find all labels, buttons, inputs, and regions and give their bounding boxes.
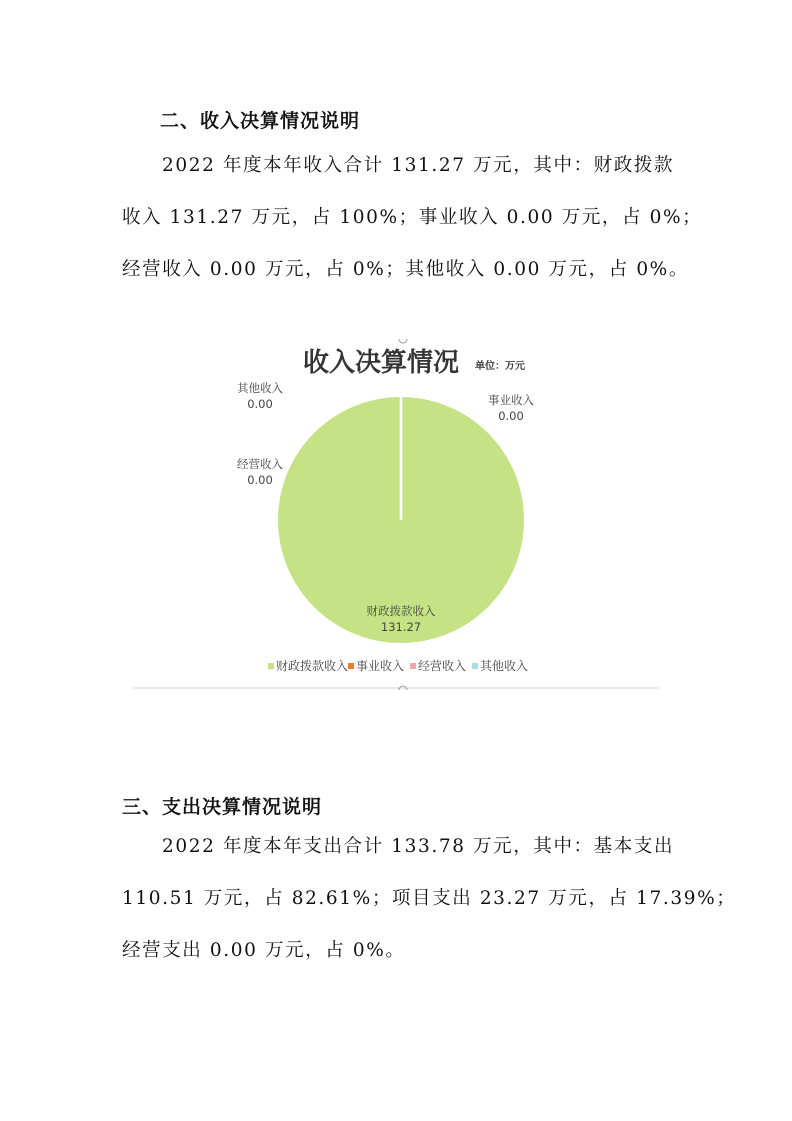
data-label-name: 事业收入 — [488, 393, 534, 407]
data-label-value: 0.00 — [498, 409, 524, 423]
chart-unit-label: 单位：万元 — [475, 361, 525, 372]
chart-canvas — [133, 330, 659, 690]
paragraph-line: 110.51 万元，占 82.61%；项目支出 23.27 万元，占 17.39%； — [122, 888, 737, 909]
data-label-name: 其他收入 — [237, 381, 283, 395]
income-pie-chart — [133, 330, 659, 690]
chart-title: 收入决算情况 — [303, 348, 460, 378]
section-2-heading: 二、收入决算情况说明 — [160, 110, 361, 132]
paragraph-line: 收入 131.27 万元，占 100%；事业收入 0.00 万元，占 0%； — [122, 207, 703, 228]
data-label-value: 131.27 — [380, 620, 422, 634]
paragraph-line: 经营收入 0.00 万元，占 0%；其他收入 0.00 万元，占 0%。 — [122, 259, 689, 280]
legend-label: 其他收入 — [480, 659, 529, 673]
legend-label: 经营收入 — [418, 659, 467, 673]
paragraph-line: 2022 年度本年支出合计 133.78 万元，其中：基本支出 — [162, 836, 675, 857]
legend-swatch — [410, 663, 416, 669]
legend-swatch — [268, 663, 274, 669]
chart-legend — [268, 658, 528, 673]
paragraph-line: 经营支出 0.00 万元，占 0%。 — [122, 940, 406, 961]
legend-label: 事业收入 — [356, 659, 405, 673]
data-label-name: 财政拨款收入 — [366, 604, 436, 618]
section-3-heading: 三、支出决算情况说明 — [122, 796, 323, 818]
paragraph-line: 2022 年度本年收入合计 131.27 万元，其中：财政拨款 — [162, 155, 675, 176]
data-label-value: 0.00 — [247, 473, 273, 487]
chart-top-handle — [399, 339, 407, 343]
data-label-name: 经营收入 — [237, 457, 283, 471]
data-label-value: 0.00 — [247, 397, 273, 411]
legend-swatch — [472, 663, 478, 669]
legend-label: 财政拨款收入 — [276, 659, 349, 673]
legend-swatch — [348, 663, 354, 669]
